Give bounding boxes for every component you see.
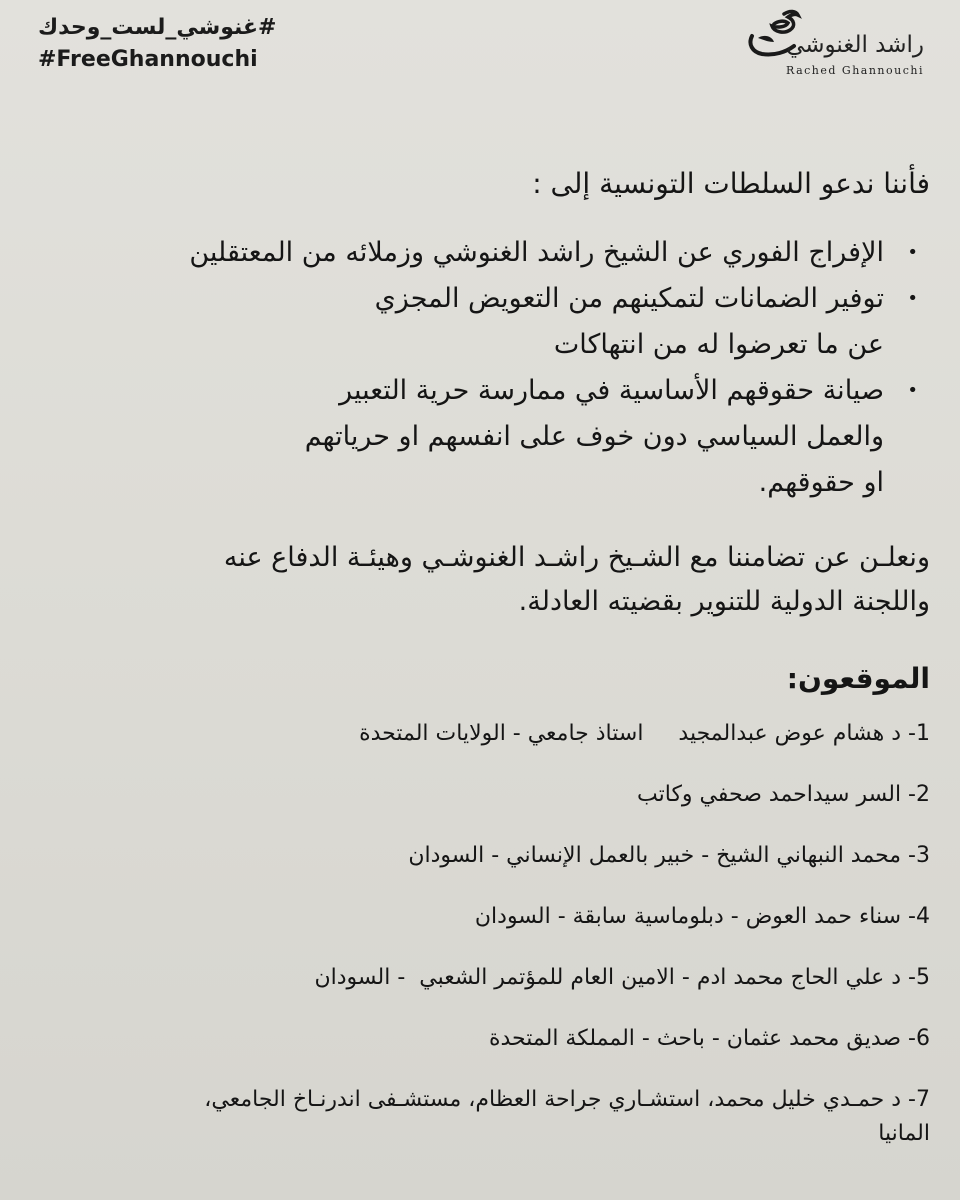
signatories-list [30,717,930,1151]
signatory-line: 3- محمد النبهاني الشيخ - خبير بالعمل الإنساني - السودان [408,843,930,868]
signatory-line: 1- د هشام عوض عبدالمجيد استاذ جامعي - الولايات المتحدة [359,721,930,746]
signatories-heading: الموقعون: [786,662,930,695]
logo [734,8,924,80]
signatory-item [30,839,930,873]
signatory-item [30,961,930,995]
solidarity-line: واللجنة الدولية للتنوير بقضيته العادلة. [518,586,930,617]
signatory-line: 5- د علي الحاج محمد ادم - الامين العام للمؤتمر الشعبي - السودان [314,965,930,990]
logo-english-name: Rached Ghannouchi [786,64,924,77]
demands-list [30,230,930,506]
logo-arabic-name: راشد الغنوشي [786,32,924,58]
intro-text: فأننا ندعو السلطات التونسية إلى : [532,167,930,200]
demand-line: والعمل السياسي دون خوف على انفسهم او حرياتهم [304,421,884,452]
demand-item [30,230,918,276]
signatory-line: المانيا [878,1121,930,1146]
demand-item [30,368,918,506]
demand-item [30,276,918,368]
signatory-item [30,778,930,812]
signatory-line: 7- د حمـدي خليل محمد، استشـاري جراحة العظام، مستشـفى اندرنـاخ الجامعي، [204,1087,930,1112]
solidarity-paragraph [30,536,930,624]
demand-line: او حقوقهم. [758,467,884,498]
hashtag-english: #FreeGhannouchi [38,47,258,72]
signatory-line: 4- سناء حمد العوض - دبلوماسية سابقة - السودان [474,904,930,929]
hashtag-arabic: #غنوشي_لست_وحدك [38,15,277,40]
signatory-item [30,1083,930,1151]
signatory-line: 6- صديق محمد عثمان - باحث - المملكة المتحدة [488,1026,930,1051]
signatory-item [30,900,930,934]
demand-line: • الإفراج الفوري عن الشيخ راشد الغنوشي وزملائه من المعتقلين [189,237,884,268]
hashtags [38,12,276,76]
demand-line: عن ما تعرضوا له من انتهاكات [553,329,884,360]
demand-line: • توفير الضمانات لتمكينهم من التعويض المجزي [374,283,884,314]
signatory-item [30,1022,930,1056]
solidarity-line: ونعلـن عن تضامننا مع الشـيخ راشـد الغنوشـي وهيئـة الدفاع عنه [223,542,930,573]
signatory-line: 2- السر سيداحمد صحفي وكاتب [637,782,930,807]
signatory-item [30,717,930,751]
demand-line: • صيانة حقوقهم الأساسية في ممارسة حرية التعبير [339,375,884,406]
statement [30,158,930,1178]
